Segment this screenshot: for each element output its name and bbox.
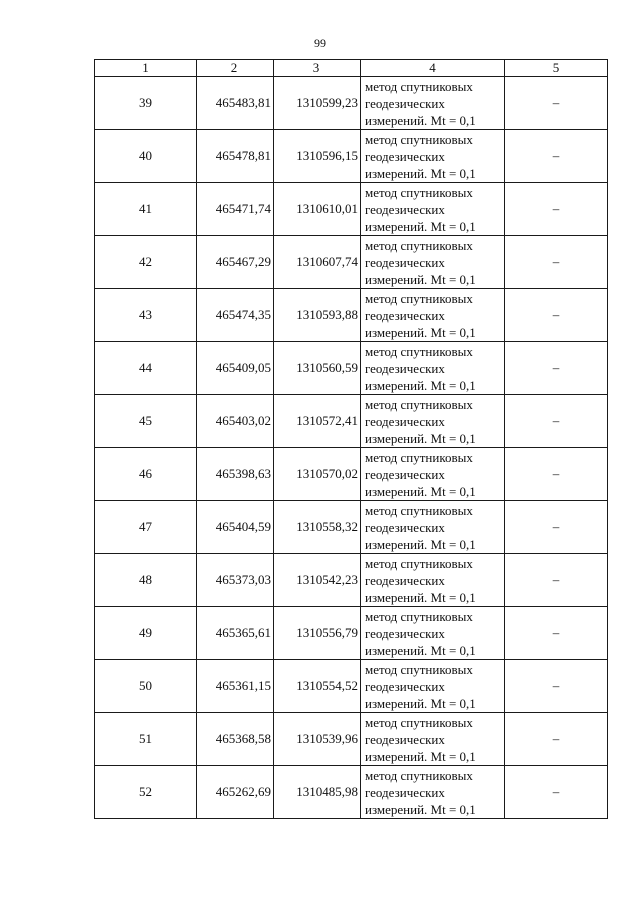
method-text	[361, 184, 504, 235]
method-line: геодезических	[365, 254, 445, 270]
point-number-cell: 46	[95, 448, 197, 501]
table-row	[95, 766, 608, 819]
column-header-4: 4	[361, 60, 505, 77]
method-text	[361, 78, 504, 129]
method-cell	[361, 607, 505, 660]
point-number-cell: 47	[95, 501, 197, 554]
note-cell: –	[505, 342, 608, 395]
x-coordinate-cell: 465365,61	[197, 607, 274, 660]
method-line: геодезических	[365, 572, 445, 588]
point-number-cell: 48	[95, 554, 197, 607]
method-cell	[361, 236, 505, 289]
method-cell	[361, 448, 505, 501]
method-cell	[361, 77, 505, 130]
method-line: геодезических	[365, 413, 445, 429]
method-line: измерений. Mt = 0,1	[365, 483, 476, 499]
method-text	[361, 449, 504, 500]
point-number-cell: 43	[95, 289, 197, 342]
method-line: метод спутниковых	[365, 396, 473, 412]
table-row	[95, 501, 608, 554]
table-row	[95, 660, 608, 713]
method-line: метод спутниковых	[365, 767, 473, 783]
note-cell: –	[505, 660, 608, 713]
table-row	[95, 77, 608, 130]
page-number: 99	[314, 36, 326, 50]
note-cell: –	[505, 766, 608, 819]
table-row	[95, 289, 608, 342]
note-cell: –	[505, 130, 608, 183]
point-number-cell: 51	[95, 713, 197, 766]
method-line: измерений. Mt = 0,1	[365, 377, 476, 393]
point-number-cell: 45	[95, 395, 197, 448]
method-line: измерений. Mt = 0,1	[365, 536, 476, 552]
x-coordinate-cell: 465398,63	[197, 448, 274, 501]
y-coordinate-cell: 1310570,02	[274, 448, 361, 501]
coordinates-table	[94, 59, 608, 819]
method-text	[361, 237, 504, 288]
column-header-3: 3	[274, 60, 361, 77]
method-text	[361, 767, 504, 818]
note-cell: –	[505, 448, 608, 501]
method-cell	[361, 289, 505, 342]
method-text	[361, 714, 504, 765]
x-coordinate-cell: 465409,05	[197, 342, 274, 395]
method-text	[361, 343, 504, 394]
method-cell	[361, 342, 505, 395]
y-coordinate-cell: 1310596,15	[274, 130, 361, 183]
method-cell	[361, 713, 505, 766]
method-cell	[361, 554, 505, 607]
method-text	[361, 396, 504, 447]
table-row	[95, 448, 608, 501]
table-row	[95, 395, 608, 448]
y-coordinate-cell: 1310542,23	[274, 554, 361, 607]
method-line: геодезических	[365, 201, 445, 217]
method-line: метод спутниковых	[365, 184, 473, 200]
table-row	[95, 342, 608, 395]
note-cell: –	[505, 289, 608, 342]
table-row	[95, 554, 608, 607]
x-coordinate-cell: 465403,02	[197, 395, 274, 448]
method-line: измерений. Mt = 0,1	[365, 271, 476, 287]
note-cell: –	[505, 183, 608, 236]
table-body	[95, 77, 608, 819]
y-coordinate-cell: 1310610,01	[274, 183, 361, 236]
method-line: метод спутниковых	[365, 237, 473, 253]
y-coordinate-cell: 1310554,52	[274, 660, 361, 713]
method-cell	[361, 130, 505, 183]
method-line: измерений. Mt = 0,1	[365, 642, 476, 658]
method-line: измерений. Mt = 0,1	[365, 748, 476, 764]
method-line: измерений. Mt = 0,1	[365, 589, 476, 605]
point-number-cell: 49	[95, 607, 197, 660]
method-cell	[361, 501, 505, 554]
point-number-cell: 44	[95, 342, 197, 395]
method-line: метод спутниковых	[365, 502, 473, 518]
x-coordinate-cell: 465478,81	[197, 130, 274, 183]
y-coordinate-cell: 1310558,32	[274, 501, 361, 554]
method-line: геодезических	[365, 148, 445, 164]
method-text	[361, 555, 504, 606]
note-cell: –	[505, 607, 608, 660]
note-cell: –	[505, 554, 608, 607]
method-line: метод спутниковых	[365, 78, 473, 94]
method-cell	[361, 395, 505, 448]
method-line: метод спутниковых	[365, 714, 473, 730]
method-line: метод спутниковых	[365, 343, 473, 359]
x-coordinate-cell: 465361,15	[197, 660, 274, 713]
method-line: метод спутниковых	[365, 555, 473, 571]
method-line: метод спутниковых	[365, 131, 473, 147]
method-line: измерений. Mt = 0,1	[365, 324, 476, 340]
note-cell: –	[505, 713, 608, 766]
method-line: геодезических	[365, 784, 445, 800]
x-coordinate-cell: 465471,74	[197, 183, 274, 236]
method-line: измерений. Mt = 0,1	[365, 218, 476, 234]
point-number-cell: 52	[95, 766, 197, 819]
method-line: геодезических	[365, 466, 445, 482]
method-line: метод спутниковых	[365, 449, 473, 465]
method-text	[361, 290, 504, 341]
point-number-cell: 40	[95, 130, 197, 183]
y-coordinate-cell: 1310556,79	[274, 607, 361, 660]
method-line: измерений. Mt = 0,1	[365, 695, 476, 711]
x-coordinate-cell: 465373,03	[197, 554, 274, 607]
y-coordinate-cell: 1310485,98	[274, 766, 361, 819]
column-header-5: 5	[505, 60, 608, 77]
table-row	[95, 130, 608, 183]
method-cell	[361, 766, 505, 819]
method-text	[361, 502, 504, 553]
x-coordinate-cell: 465483,81	[197, 77, 274, 130]
method-line: геодезических	[365, 625, 445, 641]
point-number-cell: 50	[95, 660, 197, 713]
x-coordinate-cell: 465368,58	[197, 713, 274, 766]
x-coordinate-cell: 465262,69	[197, 766, 274, 819]
table-row	[95, 183, 608, 236]
method-text	[361, 661, 504, 712]
y-coordinate-cell: 1310539,96	[274, 713, 361, 766]
x-coordinate-cell: 465404,59	[197, 501, 274, 554]
table-header-row	[95, 60, 608, 77]
y-coordinate-cell: 1310572,41	[274, 395, 361, 448]
method-text	[361, 131, 504, 182]
method-line: метод спутниковых	[365, 608, 473, 624]
note-cell: –	[505, 77, 608, 130]
note-cell: –	[505, 501, 608, 554]
note-cell: –	[505, 395, 608, 448]
y-coordinate-cell: 1310593,88	[274, 289, 361, 342]
method-line: измерений. Mt = 0,1	[365, 112, 476, 128]
y-coordinate-cell: 1310599,23	[274, 77, 361, 130]
method-line: геодезических	[365, 307, 445, 323]
method-line: геодезических	[365, 95, 445, 111]
table-row	[95, 236, 608, 289]
method-line: геодезических	[365, 678, 445, 694]
column-header-2: 2	[197, 60, 274, 77]
table-row	[95, 713, 608, 766]
method-line: метод спутниковых	[365, 290, 473, 306]
point-number-cell: 41	[95, 183, 197, 236]
method-line: измерений. Mt = 0,1	[365, 801, 476, 817]
method-text	[361, 608, 504, 659]
method-line: геодезических	[365, 731, 445, 747]
method-line: геодезических	[365, 360, 445, 376]
table-row	[95, 607, 608, 660]
method-line: метод спутниковых	[365, 661, 473, 677]
y-coordinate-cell: 1310607,74	[274, 236, 361, 289]
column-header-1: 1	[95, 60, 197, 77]
method-line: измерений. Mt = 0,1	[365, 165, 476, 181]
point-number-cell: 39	[95, 77, 197, 130]
method-cell	[361, 183, 505, 236]
x-coordinate-cell: 465467,29	[197, 236, 274, 289]
method-line: геодезических	[365, 519, 445, 535]
point-number-cell: 42	[95, 236, 197, 289]
note-cell: –	[505, 236, 608, 289]
y-coordinate-cell: 1310560,59	[274, 342, 361, 395]
method-line: измерений. Mt = 0,1	[365, 430, 476, 446]
x-coordinate-cell: 465474,35	[197, 289, 274, 342]
method-cell	[361, 660, 505, 713]
